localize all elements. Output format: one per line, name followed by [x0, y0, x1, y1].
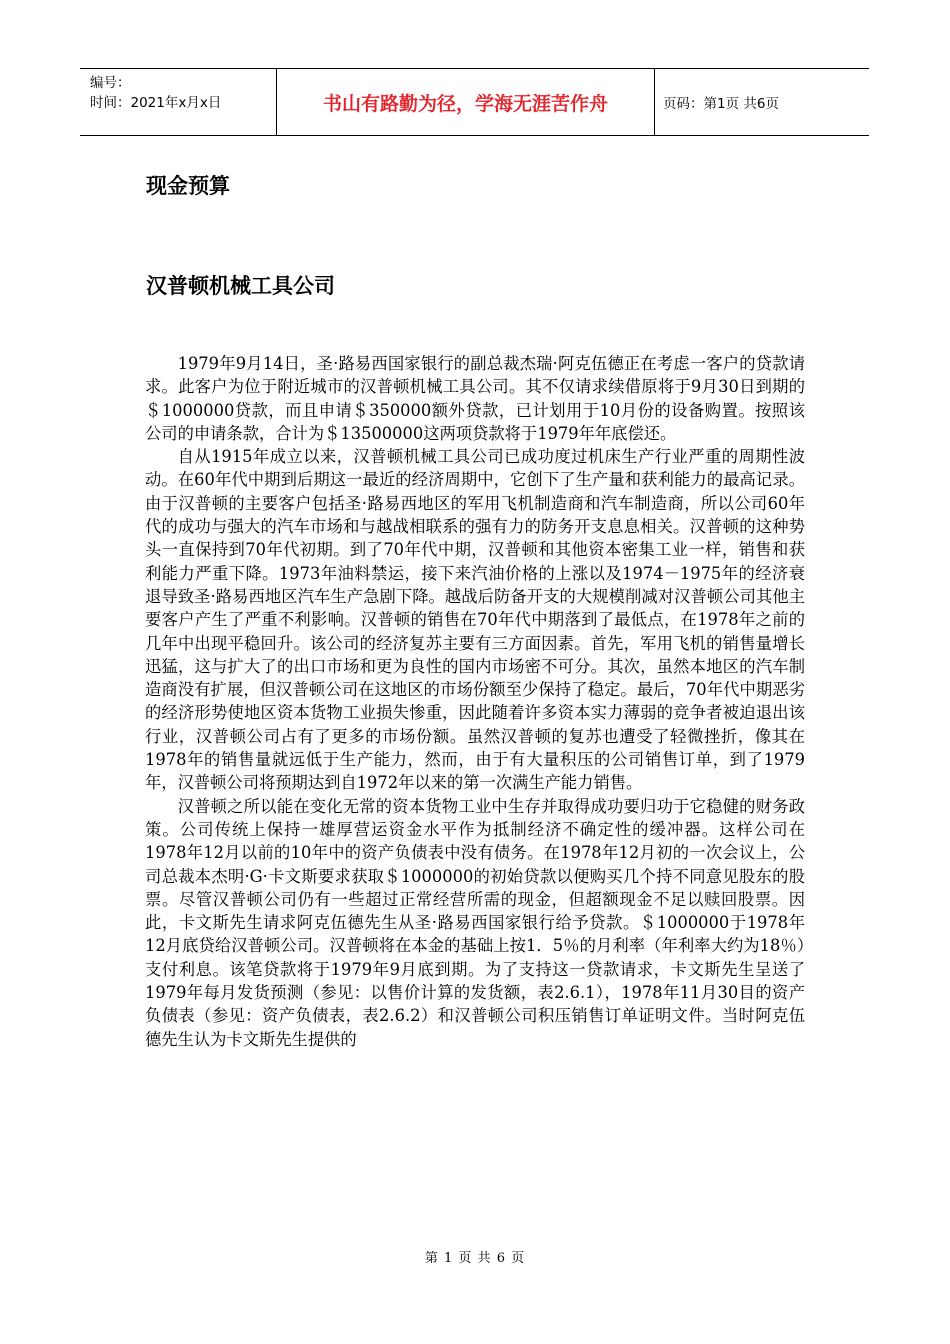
- document-time-label: 时间：2021年x月x日: [90, 95, 222, 111]
- paragraph: 汉普顿之所以能在变化无常的资本货物工业中生存并取得成功要归功于它稳健的财务政策。公司传统上保持一雄厚营运资金水平作为抵制经济不确定性的缓冲器。这样公司在1978年12月以前的10年中的资产负债表中没有债务。在1978年12月初的一次会议上，公司总裁本杰明·G·卡文斯要求获取＄1000000的初始贷款以便购买几个持不同意见股东的股票。尽管汉普顿公司仍有一些超过正常经营所需的现金，但超额现金不足以赎回股票。因此，卡文斯先生请求阿克伍德先生从圣·路易西国家银行给予贷款。＄1000000于1978年12月底贷给汉普顿公司。汉普顿将在本金的基础上按1．5％的月利率（年利率大约为18％）支付利息。该笔贷款将于1979年9月底到期。为了支持这一贷款请求，卡文斯先生呈送了1979年每月发货预测（参见：以售价计算的发货额，表2.6.1），1978年11月30目的资产负债表（参见：资产负债表，表2.6.2）和汉普顿公司积压销售订单证明文件。当时阿克伍德先生认为卡文斯先生提供的: [145, 796, 805, 1049]
- header-meta: [80, 69, 277, 135]
- document-title: 现金预算: [146, 174, 230, 198]
- document-number-label: 编号：: [90, 75, 131, 91]
- header-page-info: 页码：第1页 共6页: [663, 96, 779, 112]
- document-body: [145, 352, 805, 1051]
- paragraph: 1979年9月14日，圣·路易西国家银行的副总裁杰瑞·阿克伍德正在考虑一客户的贷款请求。此客户为位于附近城市的汉普顿机械工具公司。其不仅请求续借原将于9月30日到期的＄1000000贷款，而且申请＄350000额外贷款，已计划用于10月份的设备购置。按照该公司的申请条款，合计为＄13500000这两项贷款将于1979年年底偿还。: [145, 354, 805, 443]
- page-footer: 第 1 页 共 6 页: [424, 1251, 526, 1266]
- header-motto: 书山有路勤为径，学海无涯苦作舟: [277, 69, 655, 135]
- paragraph: 自从1915年成立以来，汉普顿机械工具公司已成功度过机床生产行业严重的周期性波动。在60年代中期到后期这一最近的经济周期中，它创下了生产量和获利能力的最高记录。由于汉普顿的主要客户包括圣·路易西地区的军用飞机制造商和汽车制造商，所以公司60年代的成功与强大的汽车市场和与越战相联系的强有力的防务开支息息相关。汉普顿的这种势头一直保持到70年代初期。到了70年代中期，汉普顿和其他资本密集工业一样，销售和获利能力严重下降。1973年油料禁运，接下来汽油价格的上涨以及1974－1975年的经济衰退导致圣·路易西地区汽车生产急剧下降。越战后防备开支的大规模削减对汉普顿公司其他主要客户产生了严重不利影响。汉普顿的销售在70年代中期落到了最低点，在1978年之前的几年中出现平稳回升。该公司的经济复苏主要有三方面因素。首先，军用飞机的销售量增长迅猛，这与扩大了的出口市场和更为良性的国内市场密不可分。其次，虽然本地区的汽车制造商没有扩展，但汉普顿公司在这地区的市场份额至少保持了稳定。最后，70年代中期恶劣的经济形势使地区资本货物工业损失惨重，因此随着许多资本实力薄弱的竞争者被迫退出该行业，汉普顿公司占有了更多的市场份额。虽然汉普顿的复苏也遭受了轻微挫折，像其在1978年的销售量就远低于生产能力，然而，由于有大量积压的公司销售订单，到了1979年，汉普顿公司将预期达到自1972年以来的第一次满生产能力销售。: [145, 447, 805, 793]
- company-title: 汉普顿机械工具公司: [146, 274, 335, 298]
- page-header: [80, 68, 869, 136]
